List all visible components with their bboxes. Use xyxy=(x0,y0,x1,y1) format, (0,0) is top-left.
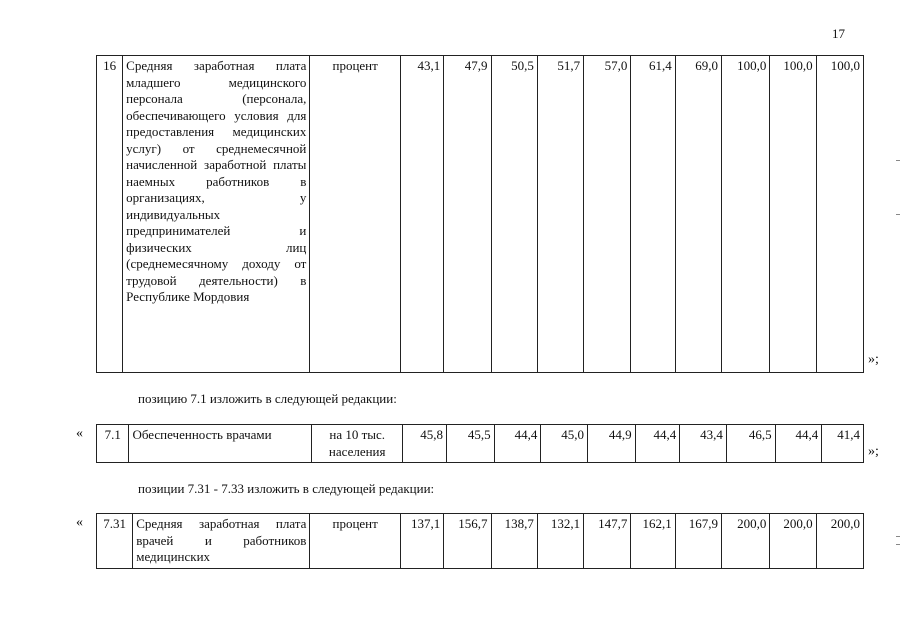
value-cell: 137,1 xyxy=(400,514,443,569)
value-cell: 147,7 xyxy=(584,514,631,569)
indicator-name: Обеспеченность врачами xyxy=(129,425,312,463)
indicator-table-16 xyxy=(96,55,864,373)
indicator-name: Средняя заработная плата врачей и работников медицинских xyxy=(133,514,310,569)
value-cell: 200,0 xyxy=(770,514,816,569)
value-cell: 200,0 xyxy=(816,514,863,569)
value-cell: 167,9 xyxy=(675,514,721,569)
value-cell: 69,0 xyxy=(675,56,721,373)
row-number: 16 xyxy=(97,56,123,373)
value-cell: 100,0 xyxy=(816,56,863,373)
indicator-name: Средняя заработная плата младшего медицинского персонала (персонала, обеспечивающего условия для предоставления медицинских услуг) от среднемесячной начисленной заработной платы наемных работников в организациях, у индивидуальных предпринимателей и физических лиц (среднемесячному доходу от трудовой деятельности) в Республике Мордовия xyxy=(123,56,310,373)
unit-cell: процент xyxy=(310,56,401,373)
scan-mark xyxy=(896,160,900,161)
opening-quote: « xyxy=(76,426,83,441)
value-cell: 61,4 xyxy=(631,56,675,373)
scan-mark xyxy=(896,214,900,215)
value-cell: 100,0 xyxy=(722,56,770,373)
value-cell: 44,9 xyxy=(587,425,635,463)
value-cell: 200,0 xyxy=(722,514,770,569)
paragraph-position-7-1: позицию 7.1 изложить в следующей редакции: xyxy=(138,391,397,406)
value-cell: 50,5 xyxy=(491,56,537,373)
indicator-table-7-1 xyxy=(96,424,864,463)
table-row xyxy=(97,56,864,373)
scan-mark xyxy=(896,544,900,545)
closing-quote: »; xyxy=(868,444,879,459)
value-cell: 138,7 xyxy=(491,514,537,569)
value-cell: 51,7 xyxy=(537,56,583,373)
value-cell: 57,0 xyxy=(584,56,631,373)
paragraph-positions-7-31-7-33: позиции 7.31 - 7.33 изложить в следующей редакции: xyxy=(138,481,435,496)
indicator-table-7-31 xyxy=(96,513,864,569)
value-cell: 44,4 xyxy=(635,425,680,463)
value-cell: 132,1 xyxy=(537,514,583,569)
value-cell: 45,5 xyxy=(446,425,494,463)
value-cell: 41,4 xyxy=(822,425,864,463)
value-cell: 45,8 xyxy=(403,425,447,463)
row-number: 7.31 xyxy=(97,514,133,569)
value-cell: 43,4 xyxy=(680,425,727,463)
value-cell: 156,7 xyxy=(444,514,491,569)
value-cell: 47,9 xyxy=(444,56,491,373)
value-cell: 46,5 xyxy=(726,425,775,463)
value-cell: 45,0 xyxy=(541,425,588,463)
table-row xyxy=(97,425,864,463)
opening-quote: « xyxy=(76,515,83,530)
value-cell: 44,4 xyxy=(494,425,541,463)
closing-quote: »; xyxy=(868,352,879,367)
table-row xyxy=(97,514,864,569)
scan-mark xyxy=(896,536,900,537)
value-cell: 44,4 xyxy=(775,425,822,463)
value-cell: 162,1 xyxy=(631,514,675,569)
value-cell: 100,0 xyxy=(770,56,816,373)
row-number: 7.1 xyxy=(97,425,129,463)
value-cell: 43,1 xyxy=(400,56,443,373)
page-number: 17 xyxy=(832,26,845,41)
unit-cell: процент xyxy=(310,514,401,569)
unit-cell: на 10 тыс. населения xyxy=(312,425,403,463)
